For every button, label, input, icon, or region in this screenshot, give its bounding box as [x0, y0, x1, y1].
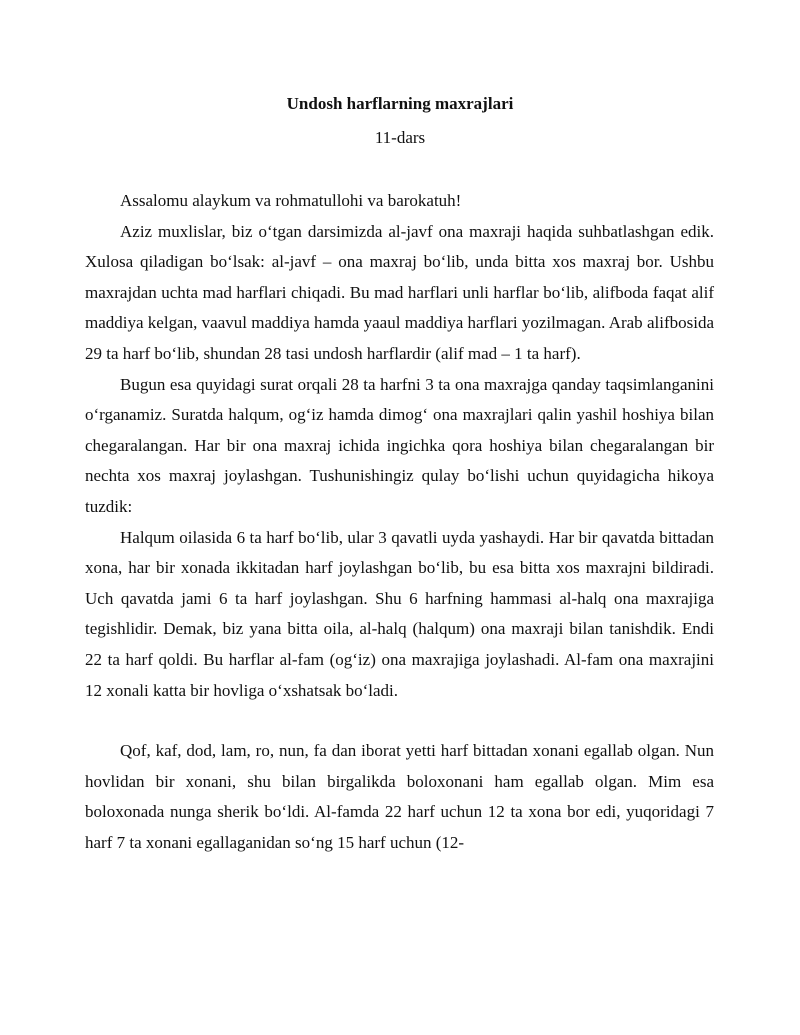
lesson-number: 11-dars — [374, 128, 426, 147]
document-body — [85, 186, 714, 858]
greeting-paragraph: Assalomu alaykum va rohmatullohi va barokatuh! — [120, 191, 462, 210]
paragraph-today-topic: Bugun esa quyidagi surat orqali 28 ta harfni 3 ta ona maxrajga qanday taqsimlanganini o‘rganamiz. Suratda halqum, og‘iz hamda dimog‘ ona maxrajlari qalin yashil hoshiya bilan chegaralangan. Har bir ona maxraj ichida ingichka qora hoshiya bilan chegaralangan bir nechta xos maxraj joylashgan. Tushunishingiz qulay bo‘lishi uchun quyidagicha hikoya tuzdik: — [85, 374, 714, 516]
paragraph-spacer — [85, 706, 714, 736]
paragraph-previous-lesson: Aziz muxlislar, biz o‘tgan darsimizda al-javf ona maxraji haqida suhbatlashgan edik. Xulosa qiladigan bo‘lsak: al-javf – ona maxraj bo‘lib, unda bitta xos maxraj bor. Ushbu maxrajdan uchta mad harflari chiqadi. Bu mad harflari unli harflar bo‘lib, alifboda faqat alif maddiya kelgan, vaavul maddiya hamda yaaul maddiya harflari yozilmagan. Arab alifbosida 29 ta harf bo‘lib, shundan 28 tasi undosh harflardir (alif mad – 1 ta harf). — [85, 221, 714, 363]
paragraph-halqum-story: Halqum oilasida 6 ta harf bo‘lib, ular 3 qavatli uyda yashaydi. Har bir qavatda bittadan xona, har bir xonada ikkitadan harf joylashgan bo‘lib, bu esa bitta xos maxrajni bildiradi. Uch qavatda jami 6 ta harf joylashgan. Shu 6 harfning hammasi al-halq ona maxrajiga tegishlidir. Demak, biz yana bitta oila, al-halq (halqum) ona maxraji bilan tanishdik. Endi 22 ta harf qoldi. Bu harflar al-fam (og‘iz) ona maxrajiga joylashadi. Al-fam ona maxrajini 12 xonali katta bir hovliga o‘xshatsak bo‘ladi. — [85, 527, 714, 700]
document-title: Undosh harflarning maxrajlari — [286, 94, 514, 113]
paragraph-seven-letters: Qof, kaf, dod, lam, ro, nun, fa dan iborat yetti harf bittadan xonani egallab olgan. Nun hovlidan bir xonani, shu bilan birgalikda boloxonani ham egallab olgan. Mim esa boloxonada nunga sherik bo‘ldi. Al-famda 22 harf uchun 12 ta xona bor edi, yuqoridagi 7 harf 7 ta xonani egallaganidan so‘ng 15 harf uchun (12- — [85, 741, 714, 852]
